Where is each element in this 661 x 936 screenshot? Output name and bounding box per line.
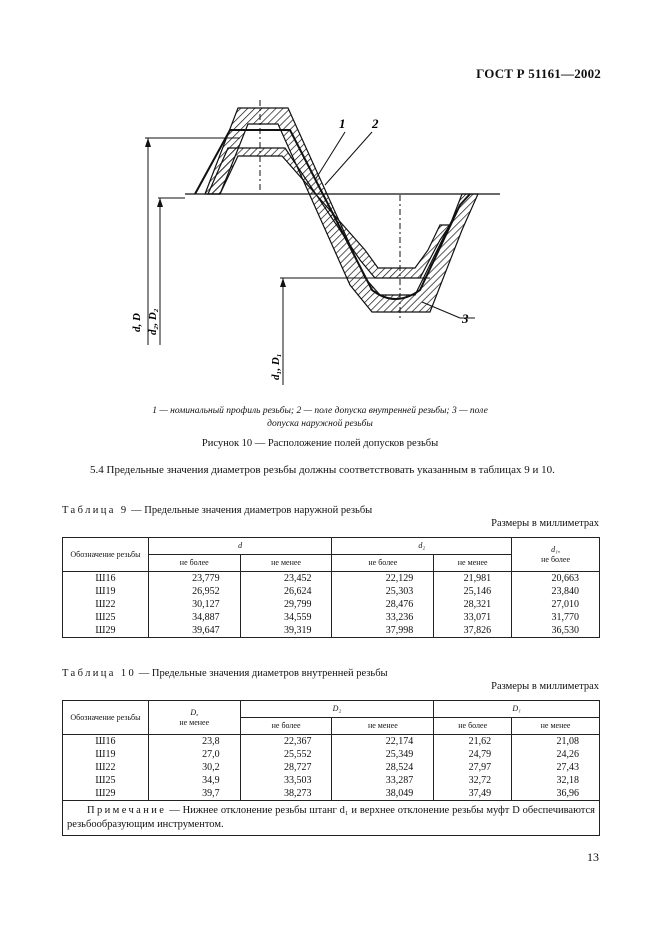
thread-designation-cell: Ш16 xyxy=(63,572,149,586)
value-cell: 30,2 xyxy=(148,761,240,774)
thread-designation-cell: Ш25 xyxy=(63,774,149,787)
value-cell: 29,799 xyxy=(240,598,332,611)
value-cell: 21,981 xyxy=(434,572,512,586)
value-cell: 28,727 xyxy=(240,761,332,774)
value-cell: 28,524 xyxy=(332,761,434,774)
callout-3: 3 xyxy=(462,311,469,326)
table10-units: Размеры в миллиметрах xyxy=(491,681,599,692)
table10-prefix: Таблица 10 xyxy=(62,668,137,679)
value-cell: 22,367 xyxy=(240,735,332,749)
table-row xyxy=(63,611,600,624)
figure-legend xyxy=(100,405,540,431)
table9-prefix: Таблица 9 xyxy=(62,505,129,516)
table10-header-D1: D₁ xyxy=(434,701,600,718)
value-cell: 27,43 xyxy=(512,761,600,774)
value-cell: 25,146 xyxy=(434,585,512,598)
table-row xyxy=(63,735,600,749)
value-cell: 21,08 xyxy=(512,735,600,749)
table9-header-d1: d₁, не более xyxy=(512,538,600,572)
legend-line-2: допуска наружной резьбы xyxy=(267,419,373,429)
table10-header-D1-max: не более xyxy=(434,718,512,735)
table10-title-text: — Предельные значения диаметров внутренней резьбы xyxy=(136,668,388,679)
external-thread-tolerance-zone xyxy=(205,108,478,312)
table9-header-d-max: не более xyxy=(148,555,240,572)
thread-designation-cell: Ш16 xyxy=(63,735,149,749)
value-cell: 38,049 xyxy=(332,787,434,801)
table9 xyxy=(62,537,600,638)
value-cell: 34,9 xyxy=(148,774,240,787)
table-row xyxy=(63,598,600,611)
section-paragraph: 5.4 Предельные значения диаметров резьбы должны соответствовать указанным в таблицах 9 и 10. xyxy=(90,464,555,476)
value-cell: 25,303 xyxy=(332,585,434,598)
inner-diameter-label: d₁, D₁ xyxy=(270,353,282,380)
value-cell: 27,010 xyxy=(512,598,600,611)
thread-designation-cell: Ш29 xyxy=(63,624,149,638)
table10-title xyxy=(62,668,388,679)
thread-designation-cell: Ш25 xyxy=(63,611,149,624)
thread-designation-cell: Ш22 xyxy=(63,598,149,611)
value-cell: 34,559 xyxy=(240,611,332,624)
value-cell: 33,071 xyxy=(434,611,512,624)
value-cell: 39,7 xyxy=(148,787,240,801)
value-cell: 32,18 xyxy=(512,774,600,787)
table9-title-text: — Предельные значения диаметров наружной резьбы xyxy=(128,505,373,516)
table-row xyxy=(63,774,600,787)
value-cell: 38,273 xyxy=(240,787,332,801)
table10-header-D2-max: не более xyxy=(240,718,332,735)
pitch-diameter-label: d₂, D₂ xyxy=(147,308,159,335)
standard-header: ГОСТ Р 51161—2002 xyxy=(476,66,601,81)
value-cell: 23,840 xyxy=(512,585,600,598)
value-cell: 33,503 xyxy=(240,774,332,787)
note-label: Примечание xyxy=(87,805,167,816)
value-cell: 28,476 xyxy=(332,598,434,611)
figure-caption: Рисунок 10 — Расположение полей допусков резьбы xyxy=(201,438,439,449)
value-cell: 37,49 xyxy=(434,787,512,801)
thread-designation-cell: Ш22 xyxy=(63,761,149,774)
value-cell: 33,287 xyxy=(332,774,434,787)
note-text: — Нижнее отклонение резьбы штанг d₁ и верхнее отклонение резьбы муфт D обеспечиваются резьбообразующим инструментом. xyxy=(67,805,595,830)
value-cell: 23,8 xyxy=(148,735,240,749)
value-cell: 24,79 xyxy=(434,748,512,761)
table-row xyxy=(63,761,600,774)
table10-header-D2: D₂ xyxy=(240,701,434,718)
value-cell: 26,624 xyxy=(240,585,332,598)
value-cell: 23,452 xyxy=(240,572,332,586)
internal-thread-tolerance-zone xyxy=(208,148,450,278)
table10 xyxy=(62,700,600,836)
table-row xyxy=(63,748,600,761)
table-row xyxy=(63,624,600,638)
value-cell: 36,530 xyxy=(512,624,600,638)
value-cell: 39,319 xyxy=(240,624,332,638)
value-cell: 33,236 xyxy=(332,611,434,624)
page-number: 13 xyxy=(587,850,599,864)
value-cell: 32,72 xyxy=(434,774,512,787)
value-cell: 36,96 xyxy=(512,787,600,801)
legend-line-1: 1 — номинальный профиль резьбы; 2 — поле допуска внутренней резьбы; 3 — поле xyxy=(152,406,488,416)
thread-designation-cell: Ш19 xyxy=(63,748,149,761)
value-cell: 37,826 xyxy=(434,624,512,638)
value-cell: 39,647 xyxy=(148,624,240,638)
table9-header-d2-max: не более xyxy=(332,555,434,572)
value-cell: 24,26 xyxy=(512,748,600,761)
table-row xyxy=(63,787,600,801)
table-row xyxy=(63,585,600,598)
table9-header-d2-min: не менее xyxy=(434,555,512,572)
value-cell: 20,663 xyxy=(512,572,600,586)
value-cell: 25,349 xyxy=(332,748,434,761)
value-cell: 31,770 xyxy=(512,611,600,624)
value-cell: 22,174 xyxy=(332,735,434,749)
value-cell: 28,321 xyxy=(434,598,512,611)
value-cell: 37,998 xyxy=(332,624,434,638)
callout-2: 2 xyxy=(372,116,379,131)
value-cell: 27,0 xyxy=(148,748,240,761)
table9-header-d-min: не менее xyxy=(240,555,332,572)
thread-designation-cell: Ш29 xyxy=(63,787,149,801)
value-cell: 23,779 xyxy=(148,572,240,586)
value-cell: 21,62 xyxy=(434,735,512,749)
table9-units: Размеры в миллиметрах xyxy=(491,518,599,529)
value-cell: 34,887 xyxy=(148,611,240,624)
value-cell: 26,952 xyxy=(148,585,240,598)
value-cell: 25,552 xyxy=(240,748,332,761)
table10-header-designation: Обозначение резьбы xyxy=(63,701,149,735)
thread-tolerance-figure xyxy=(110,90,510,400)
table9-header-d2: d₂ xyxy=(332,538,512,555)
table9-header-d: d xyxy=(148,538,332,555)
table10-header-D: D, не менее xyxy=(148,701,240,735)
value-cell: 27,97 xyxy=(434,761,512,774)
value-cell: 30,127 xyxy=(148,598,240,611)
table10-header-D1-min: не менее xyxy=(512,718,600,735)
thread-designation-cell: Ш19 xyxy=(63,585,149,598)
callout-1: 1 xyxy=(339,116,346,131)
table9-title xyxy=(62,505,372,516)
table-row xyxy=(63,572,600,586)
table9-header-designation: Обозначение резьбы xyxy=(63,538,149,572)
value-cell: 22,129 xyxy=(332,572,434,586)
outer-diameter-label: d, D xyxy=(131,313,143,332)
table10-header-D2-min: не менее xyxy=(332,718,434,735)
table10-note xyxy=(63,801,600,836)
